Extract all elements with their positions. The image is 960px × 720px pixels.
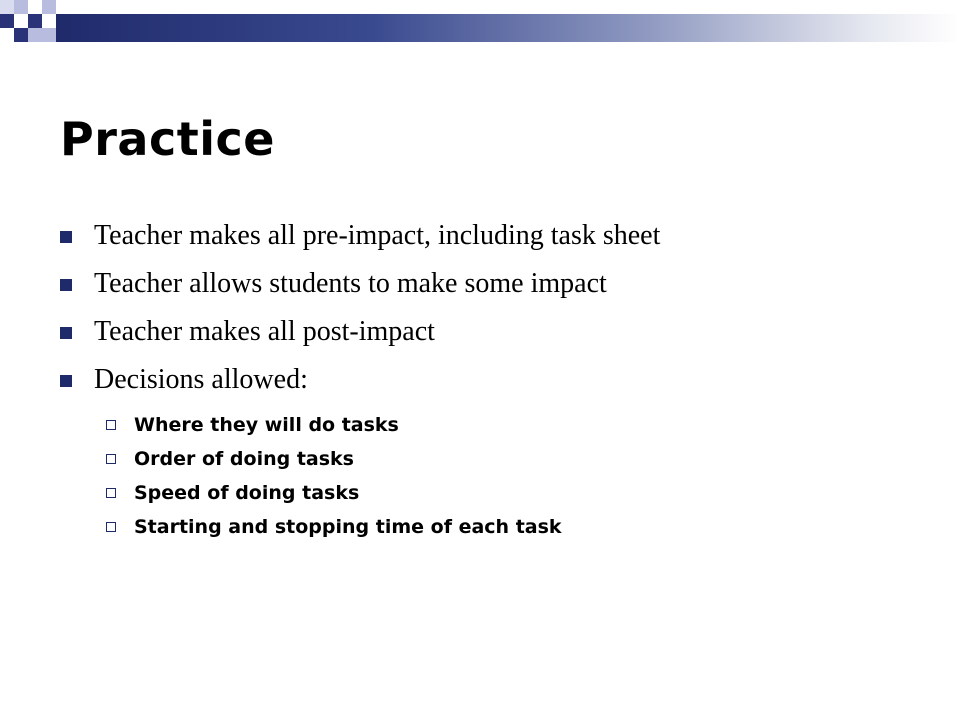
bullet-item xyxy=(60,314,660,362)
sub-bullet-text: Order of doing tasks xyxy=(134,448,354,470)
slide-title: Practice xyxy=(60,112,275,166)
bullet-item xyxy=(60,266,660,314)
decor-square xyxy=(42,0,56,14)
hollow-square-bullet-icon xyxy=(106,488,116,498)
square-bullet-icon xyxy=(60,327,72,339)
sub-bullet-text: Where they will do tasks xyxy=(134,414,399,436)
sub-bullet-item xyxy=(106,512,562,546)
hollow-square-bullet-icon xyxy=(106,522,116,532)
decor-square xyxy=(14,0,28,14)
bullet-text: Teacher makes all pre-impact, including task sheet xyxy=(94,220,661,251)
bullet-text: Teacher allows students to make some impact xyxy=(94,268,607,299)
hollow-square-bullet-icon xyxy=(106,420,116,430)
decor-square xyxy=(42,28,56,42)
decor-square xyxy=(14,28,28,42)
bullet-text: Decisions allowed: xyxy=(94,364,308,395)
sub-bullet-item xyxy=(106,410,562,444)
bullet-text: Teacher makes all post-impact xyxy=(94,316,435,347)
decor-square xyxy=(28,28,42,42)
sub-bullet-item xyxy=(106,444,562,478)
square-bullet-icon xyxy=(60,279,72,291)
square-bullet-icon xyxy=(60,231,72,243)
header-gradient-bar xyxy=(56,14,960,42)
sub-bullet-text: Speed of doing tasks xyxy=(134,482,360,504)
bullet-item xyxy=(60,362,660,410)
bullet-list xyxy=(60,218,660,410)
decor-square xyxy=(28,14,42,28)
decor-square xyxy=(0,0,14,14)
hollow-square-bullet-icon xyxy=(106,454,116,464)
sub-bullet-item xyxy=(106,478,562,512)
bullet-item xyxy=(60,218,660,266)
sub-bullet-text: Starting and stopping time of each task xyxy=(134,516,562,538)
sub-bullet-list xyxy=(106,410,562,546)
decor-square xyxy=(0,14,14,28)
square-bullet-icon xyxy=(60,375,72,387)
